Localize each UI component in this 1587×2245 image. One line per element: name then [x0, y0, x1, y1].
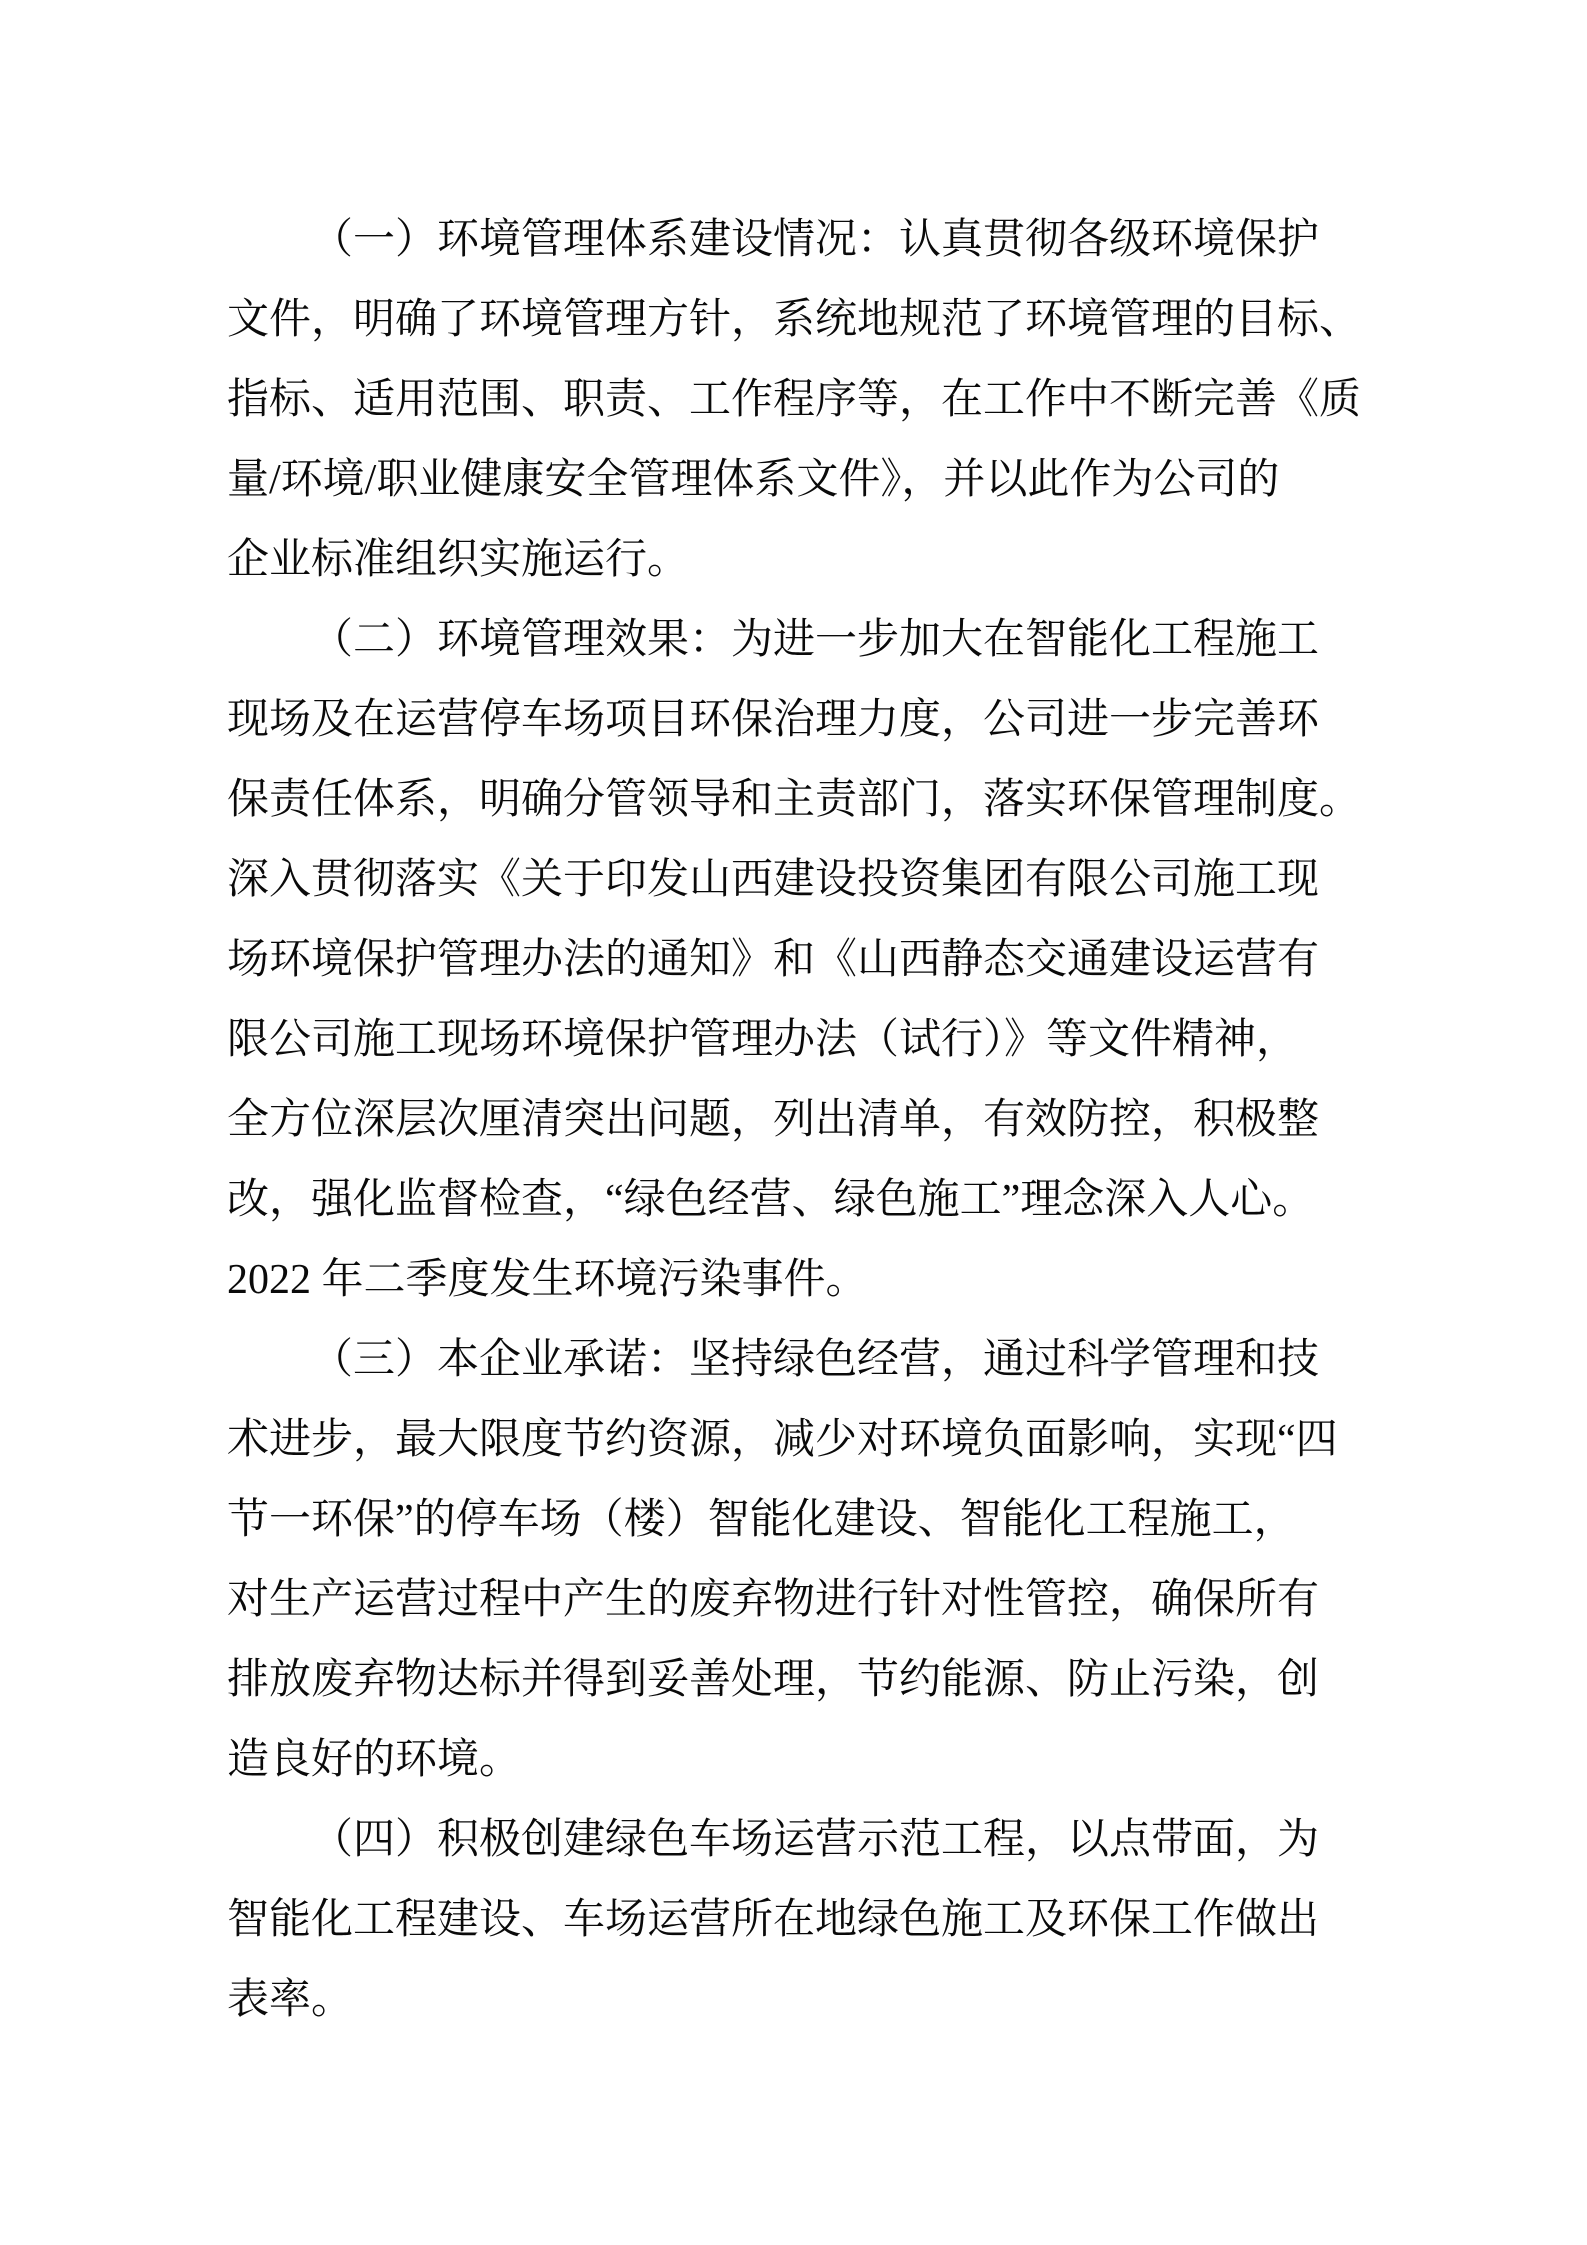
paragraph-3-line-4: 对生产运营过程中产生的废弃物进行针对性管控，确保所有	[227, 1577, 1320, 1623]
paragraph-1-line-1: （一）环境管理体系建设情况：认真贯彻各级环境保护	[311, 217, 1320, 263]
paragraph-2-line-9: 2022 年二季度发生环境污染事件。	[227, 1257, 868, 1303]
paragraph-2-line-5: 场环境保护管理办法的通知》和《山西静态交通建设运营有	[227, 937, 1320, 983]
paragraph-1-line-3: 指标、适用范围、职责、工作程序等，在工作中不断完善《质	[227, 377, 1362, 423]
paragraph-2-line-8: 改，强化监督检查，“绿色经营、绿色施工”理念深入人心。	[227, 1177, 1315, 1223]
paragraph-2-line-1: （二）环境管理效果：为进一步加大在智能化工程施工	[311, 617, 1320, 663]
paragraph-2-line-7: 全方位深层次厘清突出问题，列出清单，有效防控，积极整	[227, 1097, 1320, 1143]
paragraph-2-line-6: 限公司施工现场环境保护管理办法（试行）》等文件精神，	[227, 1017, 1299, 1063]
paragraph-3-line-6: 造良好的环境。	[227, 1737, 522, 1783]
document-body	[227, 200, 1377, 2040]
paragraph-3-line-3: 节一环保”的停车场（楼）智能化建设、智能化工程施工，	[227, 1497, 1296, 1543]
paragraph-4-line-1: （四）积极创建绿色车场运营示范工程，以点带面，为	[311, 1817, 1320, 1863]
paragraph-1-line-4: 量/环境/职业健康安全管理体系文件》，并以此作为公司的	[227, 457, 1280, 503]
paragraph-3-line-2: 术进步，最大限度节约资源，减少对环境负面影响，实现“四	[227, 1417, 1338, 1463]
paragraph-4-line-2: 智能化工程建设、车场运营所在地绿色施工及环保工作做出	[227, 1897, 1320, 1943]
paragraph-1-line-5: 企业标准组织实施运行。	[227, 537, 690, 583]
paragraph-2-line-4: 深入贯彻落实《关于印发山西建设投资集团有限公司施工现	[227, 857, 1320, 903]
paragraph-1-line-2: 文件，明确了环境管理方针，系统地规范了环境管理的目标、	[227, 297, 1362, 343]
paragraph-4-line-3: 表率。	[227, 1977, 354, 2023]
paragraph-2-line-2: 现场及在运营停车场项目环保治理力度，公司进一步完善环	[227, 697, 1320, 743]
paragraph-3-line-5: 排放废弃物达标并得到妥善处理，节约能源、防止污染，创	[227, 1657, 1320, 1703]
paragraph-3-line-1: （三）本企业承诺：坚持绿色经营，通过科学管理和技	[311, 1337, 1320, 1383]
paragraph-2-line-3: 保责任体系，明确分管领导和主责部门，落实环保管理制度。	[227, 777, 1362, 823]
